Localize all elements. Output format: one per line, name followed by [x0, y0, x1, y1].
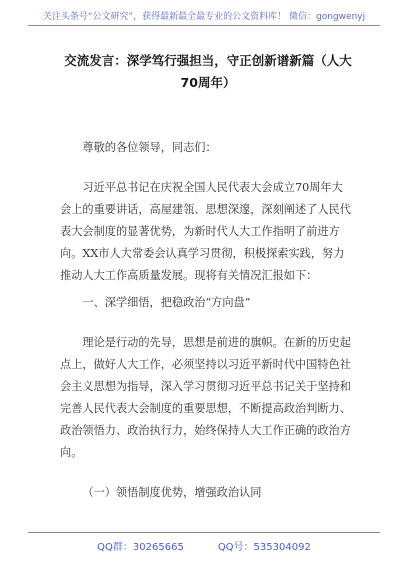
- body-paragraph-2: 理论是行动的先导，思想是前进的旗帜。在新的历史起点上，做好人大工作，必须坚持以习近平新时代中国特色社会主义思想为指导，深入学习贯彻习近平总书记关于坚持和完善人民代表大会制度的重要思想，不断提高政治判断力、政治领悟力、政治执行力，始终保持人大工作正确的政治方向。: [60, 336, 351, 459]
- footer-qq-number: QQ号：535304092: [217, 542, 311, 553]
- header-divider: [28, 25, 380, 26]
- page-header: [0, 0, 408, 34]
- footer-contact: [28, 538, 380, 553]
- page-footer: [28, 532, 380, 553]
- salutation: 尊敬的各位领导，同志们：: [82, 141, 217, 154]
- section-heading-1: 一、深学细悟，把稳政治“方向盘”: [82, 296, 251, 309]
- document-title: 交流发言：深学笃行强担当，守正创新谱新篇（人大70周年）: [64, 53, 352, 90]
- body-paragraph-1: 习近平总书记在庆祝全国人民代表大会成立70周年大会上的重要讲话，高屋建瓴、思想深邃，深刻阐述了人民代表大会制度的显著优势，为新时代人大工作指明了前进方向。XX市人大常委会认真学习贯彻，积极探索实践，努力推动人大工作高质量发展。现将有关情况汇报如下：: [60, 181, 351, 282]
- footer-qq-group: QQ群：30265665: [97, 542, 184, 553]
- header-promo-text: 关注头条号“公文研究”，获得最新最全最专业的公文资料库！ 微信：gongwenyj: [42, 12, 366, 22]
- subsection-heading-1: （一）领悟制度优势，增强政治认同: [82, 486, 262, 499]
